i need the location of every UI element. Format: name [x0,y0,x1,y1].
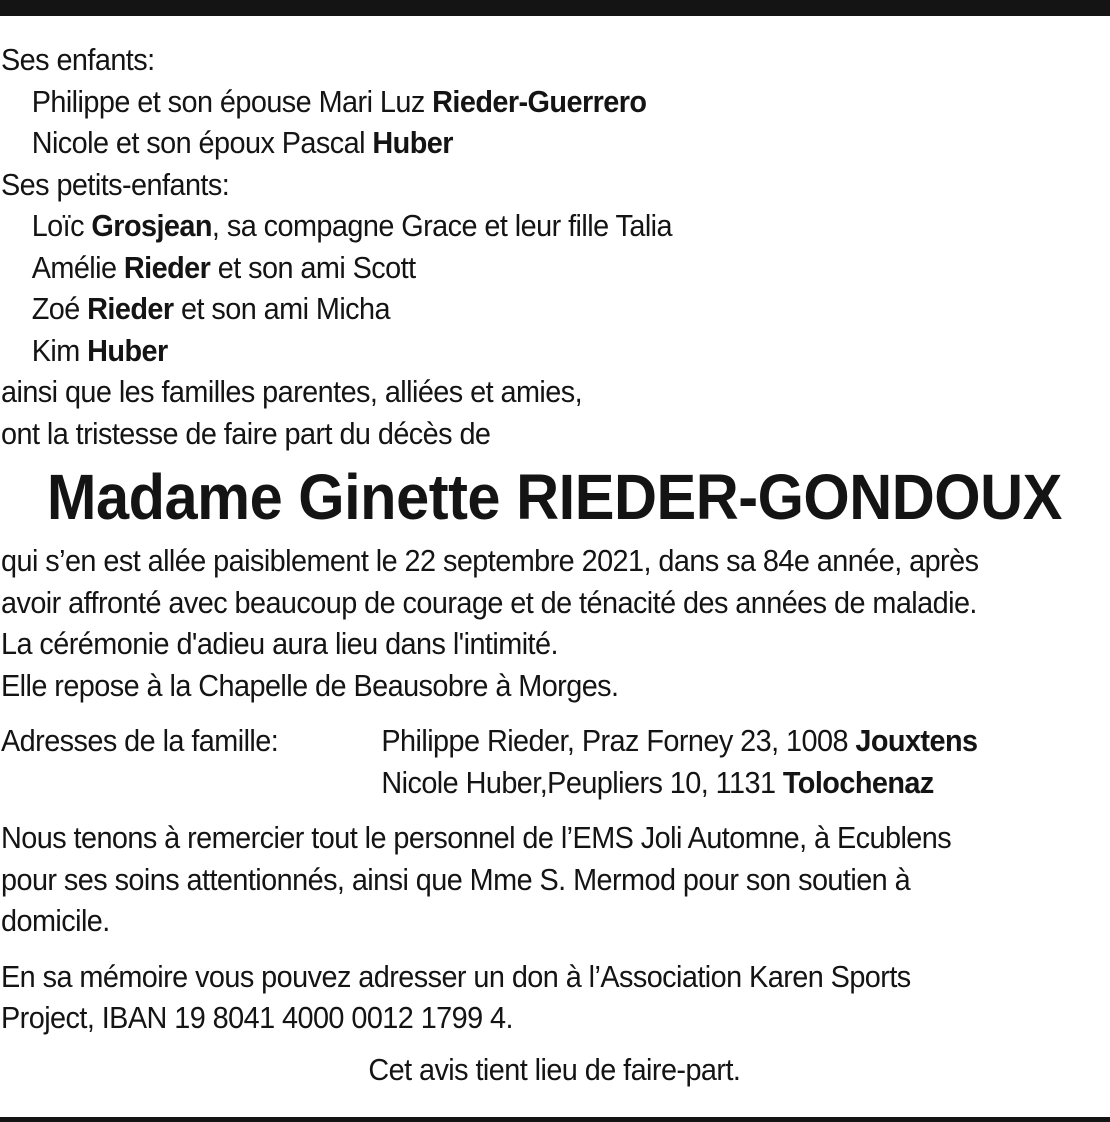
grandchild-entry: Zoé Rieder et son ami Micha [31,291,390,326]
thanks-line: Nous tenons à remercier tout le personnel de l’EMS Joli Automne, à Ecublens [1,820,952,855]
thanks-line: pour ses soins attentionnés, ainsi que Mme S. Mermod pour son soutien à [1,861,911,897]
death-line: qui s’en est allée paisiblement le 22 septembre 2021, dans sa 84e année, après [1,543,979,578]
child-entry: Nicole et son époux Pascal Huber [31,125,453,160]
rest-line: Elle repose à la Chapelle de Beausobre à Morges. [1,667,619,703]
grandchild-entry: Amélie Rieder et son ami Scott [31,249,416,285]
address-entry: Philippe Rieder, Praz Forney 23, 1008 Jouxtens [381,723,978,758]
grandchild-entry: Kim Huber [31,332,168,368]
families-line: ainsi que les familles parentes, alliées et amies, [1,374,583,409]
announce-line: ont la tristesse de faire part du décès de [1,415,491,451]
closing-line: Cet avis tient lieu de faire-part. [368,1051,741,1087]
donation-line: Project, IBAN 19 8041 4000 0012 1799 4. [1,1000,513,1035]
grandchild-entry: Loïc Grosjean, sa compagne Grace et leur fille Talia [31,208,672,243]
death-line: avoir affronté avec beaucoup de courage et de ténacité des années de maladie. [1,584,977,620]
addresses-label: Adresses de la famille: [1,723,279,758]
notice-body [1,39,1108,1090]
deceased-name: Madame Ginette RIEDER-GONDOUX [46,461,1062,533]
family-addresses [1,720,1108,803]
children-heading: Ses enfants: [1,42,155,77]
top-rule [0,0,1110,16]
thanks-line: domicile. [1,903,110,938]
ceremony-line: La cérémonie d'adieu aura lieu dans l'intimité. [1,626,558,661]
grandchildren-heading: Ses petits-enfants: [1,166,230,202]
bottom-rule [0,1117,1110,1122]
donation-line: En sa mémoire vous pouvez adresser un don à l’Association Karen Sports [1,958,911,994]
child-entry: Philippe et son épouse Mari Luz Rieder-Guerrero [31,83,647,119]
address-entry: Nicole Huber,Peupliers 10, 1131 Tolochenaz [381,764,934,800]
